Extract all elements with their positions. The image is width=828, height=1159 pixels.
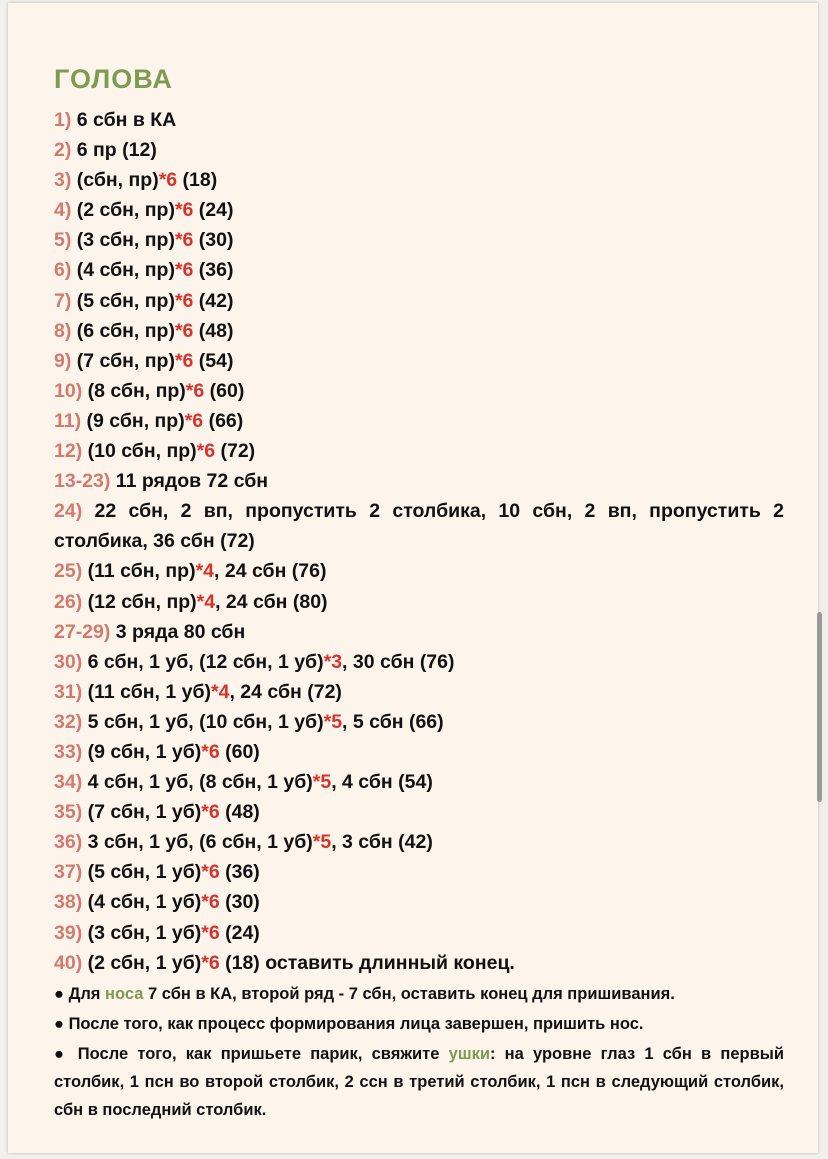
row-total: , 4 сбн (54) [331,771,433,794]
note-item [54,1040,784,1124]
bullet-icon: ● [54,984,64,1003]
row-number: 32) [54,710,83,733]
note-item [54,1010,784,1038]
row-number: 30) [54,650,83,673]
repeat-count: *6 [201,921,220,944]
row-instruction: (9 сбн, 1 уб) [87,740,202,763]
row-number: 24) [54,500,83,523]
pattern-content [54,61,784,1124]
row-number: 12) [54,440,83,463]
row-instruction: (5 сбн, пр) [76,289,175,312]
row-number: 34) [54,771,83,794]
pattern-row [54,857,784,887]
repeat-count: *6 [201,861,220,884]
row-number: 40) [54,951,83,974]
row-instruction: (2 сбн, 1 уб) [87,951,202,974]
pattern-row [54,707,784,737]
row-number: 10) [54,379,83,402]
row-instruction: 5 сбн, 1 уб, (10 сбн, 1 уб) [87,710,324,733]
row-number: 11) [54,409,82,432]
row-instruction: (5 сбн, 1 уб) [87,861,202,884]
pattern-row [54,255,784,285]
row-instruction: 22 сбн, 2 вп, пропустить 2 столбика, 10 сбн, 2 вп, пропустить 2 столбика, 36 сбн (72) [54,500,784,553]
pattern-row [54,316,784,346]
repeat-count: *6 [201,801,220,824]
row-instruction: (3 сбн, пр) [76,229,175,252]
row-instruction: (11 сбн, 1 уб) [87,680,212,703]
row-instruction: (7 сбн, 1 уб) [87,801,202,824]
row-number: 5) [54,229,72,252]
row-instruction: 6 пр (12) [76,139,157,162]
row-instruction: (12 сбн, пр) [87,590,197,613]
row-instruction: (11 сбн, пр) [87,560,196,583]
row-total: , 24 сбн (72) [229,680,342,703]
row-number: 39) [54,921,83,944]
row-number: 31) [54,680,83,703]
row-number: 8) [54,319,72,342]
pattern-row [54,165,784,195]
row-instruction: (4 сбн, пр) [76,259,175,282]
repeat-count: *4 [196,590,216,613]
row-total: , 30 сбн (76) [342,650,455,673]
pattern-row [54,767,784,797]
repeat-count: *6 [174,229,194,252]
row-total: , 3 сбн (42) [331,831,433,854]
note-highlight: носа [105,984,144,1003]
row-total: (24) [219,921,260,944]
note-item [54,980,784,1008]
row-instruction: (9 сбн, пр) [86,409,185,432]
bullet-icon: ● [54,1044,69,1063]
repeat-count: *6 [201,740,220,763]
pattern-row [54,677,784,707]
row-total: (18) [177,169,218,192]
note-text: Для [68,984,106,1003]
repeat-count: *6 [174,199,194,222]
pattern-row [54,105,784,135]
row-number: 38) [54,891,83,914]
row-total: (60) [204,379,245,402]
row-list [54,105,784,978]
row-number: 25) [54,560,83,583]
pattern-row [54,346,784,376]
repeat-count: *6 [158,169,178,192]
section-title: ГОЛОВА [54,64,173,94]
row-instruction: (8 сбн, пр) [87,379,186,402]
repeat-count: *6 [174,289,194,312]
row-number: 33) [54,740,83,763]
row-number: 13-23) [54,470,111,493]
pattern-row [54,737,784,767]
row-instruction: 6 сбн, 1 уб, (12 сбн, 1 уб) [87,650,324,673]
repeat-count: *6 [174,349,194,372]
repeat-count: *6 [174,319,194,342]
note-highlight: ушки [448,1044,490,1063]
row-total: (42) [193,289,234,312]
row-number: 3) [54,169,72,192]
row-number: 4) [54,199,72,222]
repeat-count: *5 [312,771,332,794]
row-total: (30) [219,891,260,914]
row-total: (72) [215,440,256,463]
row-instruction: (3 сбн, 1 уб) [87,921,202,944]
row-total: , 24 сбн (80) [215,590,328,613]
scrollbar[interactable] [817,612,822,802]
row-instruction: 3 ряда 80 сбн [115,620,246,643]
row-number: 2) [54,139,72,162]
row-number: 26) [54,590,83,613]
repeat-count: *6 [196,440,216,463]
pattern-row [54,827,784,857]
repeat-count: *6 [185,379,205,402]
pattern-row [54,466,784,496]
row-number: 9) [54,349,72,372]
pattern-row [54,406,784,436]
pattern-row [54,617,784,647]
row-instruction: 6 сбн в КА [76,109,177,131]
notes-list [54,980,784,1124]
row-instruction: 4 сбн, 1 уб, (8 сбн, 1 уб) [87,771,313,794]
row-total: (36) [219,861,260,884]
repeat-count: *4 [195,560,215,583]
row-total: (24) [193,199,234,222]
note-text: После того, как процесс формирования лица завершен, пришить нос. [68,1014,644,1033]
repeat-count: *4 [211,680,230,703]
row-number: 6) [54,259,72,282]
pattern-row [54,556,784,586]
pattern-row [54,496,784,556]
row-total: (66) [203,409,244,432]
row-total: , 5 сбн (66) [342,710,444,733]
pattern-row [54,587,784,617]
pattern-row [54,135,784,165]
repeat-count: *5 [312,831,332,854]
row-instruction: 11 рядов 72 сбн [115,470,269,493]
repeat-count: *6 [174,259,194,282]
row-instruction: (сбн, пр) [76,169,159,192]
row-instruction: (7 сбн, пр) [76,349,175,372]
row-number: 27-29) [54,620,111,643]
row-instruction: (6 сбн, пр) [76,319,175,342]
row-instruction: (4 сбн, 1 уб) [87,891,202,914]
pattern-row [54,225,784,255]
pattern-row [54,887,784,917]
note-text: : на уровне глаз 1 сбн в первый столбик, 1 псн во второй столбик, 2 ссн в третий столбик, 1 псн в следующий столбик, сбн в последний столбик. [54,1044,784,1119]
note-text: После того, как пришьете парик, свяжите [77,1044,449,1063]
row-total: (18) оставить длинный конец. [219,951,515,974]
note-text: 7 сбн в КА, второй ряд - 7 сбн, оставить конец для пришивания. [143,984,675,1003]
row-instruction: (2 сбн, пр) [76,199,175,222]
row-number: 1) [54,109,72,131]
repeat-count: *6 [201,951,220,974]
pattern-row [54,948,784,978]
row-total: (54) [193,349,234,372]
row-total: (30) [193,229,234,252]
pattern-row [54,376,784,406]
row-total: (48) [193,319,234,342]
row-total: (60) [219,740,260,763]
repeat-count: *3 [323,650,343,673]
pattern-row [54,195,784,225]
pattern-row [54,918,784,948]
pattern-row [54,647,784,677]
row-instruction: (10 сбн, пр) [87,440,197,463]
repeat-count: *6 [201,891,220,914]
row-number: 35) [54,801,83,824]
row-total: , 24 сбн (76) [214,560,327,583]
pattern-row [54,436,784,466]
repeat-count: *6 [184,409,204,432]
document-page [8,3,818,1153]
pattern-row [54,286,784,316]
row-total: (36) [193,259,234,282]
row-instruction: 3 сбн, 1 уб, (6 сбн, 1 уб) [87,831,313,854]
row-number: 7) [54,289,72,312]
row-number: 37) [54,861,83,884]
bullet-icon: ● [54,1014,64,1033]
row-total: (48) [219,801,260,824]
pattern-row [54,797,784,827]
row-number: 36) [54,831,83,854]
repeat-count: *5 [323,710,343,733]
